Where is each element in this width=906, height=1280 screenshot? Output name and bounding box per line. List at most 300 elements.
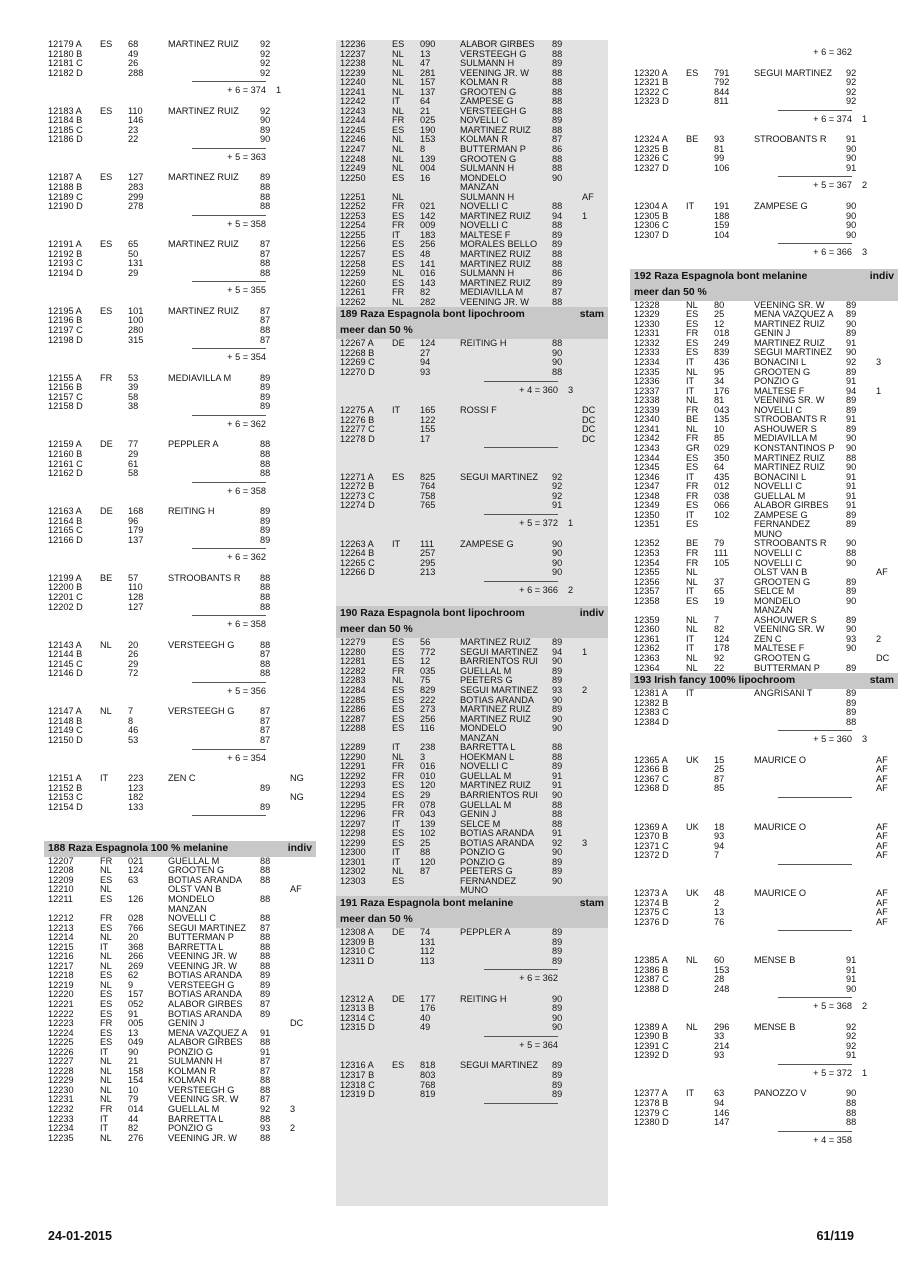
points: 90 <box>552 723 563 734</box>
breeder-name: VERSTEEGH G <box>168 1084 235 1095</box>
ring-number: 64 <box>420 96 431 107</box>
points: 94 <box>552 210 563 221</box>
result-row <box>44 507 316 517</box>
entry-number: 12262 <box>340 296 366 307</box>
result-row <box>336 1014 608 1024</box>
country-code: ES <box>686 519 699 530</box>
points: 90 <box>846 143 857 154</box>
result-row <box>336 540 608 550</box>
ring-number: 029 <box>714 442 730 453</box>
entry-number: 12362 <box>634 643 660 654</box>
country-code: ES <box>392 646 405 657</box>
points: 91 <box>552 770 563 781</box>
country-code: ES <box>686 595 699 606</box>
entry-number: 12235 <box>48 1132 74 1143</box>
ring-number: 035 <box>420 665 436 676</box>
points: 89 <box>260 401 271 412</box>
entry-number: 12342 <box>634 433 660 444</box>
ring-number: 22 <box>714 662 725 673</box>
entry-number: 12282 <box>340 665 366 676</box>
entry-number: 12277 C <box>340 424 375 435</box>
ring-number: 131 <box>128 258 144 269</box>
class-subtitle: meer dan 50 % <box>340 914 413 926</box>
ring-number: 61 <box>128 458 139 469</box>
breeder-name: REITING H <box>168 506 215 517</box>
points: 89 <box>552 936 563 947</box>
ring-number: 10 <box>128 1084 139 1095</box>
ring-number: 99 <box>714 153 725 164</box>
country-code: ES <box>392 875 405 886</box>
remark: 2 <box>876 633 882 644</box>
points: 87 <box>260 922 271 933</box>
points: 91 <box>846 955 857 966</box>
result-row <box>44 316 316 326</box>
entry-number: 12327 D <box>634 162 669 173</box>
country-code: NL <box>392 67 404 78</box>
country-code: DE <box>392 927 405 938</box>
result-row <box>44 259 316 269</box>
ring-number: 131 <box>420 936 436 947</box>
total-score: + 5 = 356 <box>227 685 266 696</box>
result-row <box>630 956 898 966</box>
entry-number: 12259 <box>340 268 366 279</box>
ring-number: 266 <box>128 951 144 962</box>
result-row <box>44 135 316 145</box>
entry-number: 12324 A <box>634 134 668 145</box>
country-code: FR <box>100 1018 113 1029</box>
breeder-name: MENSE B <box>754 955 796 966</box>
points: 91 <box>846 974 857 985</box>
points: 91 <box>846 481 857 492</box>
ring-number: 128 <box>128 591 144 602</box>
country-code: IT <box>100 941 109 952</box>
entry-number: 12311 D <box>340 955 375 966</box>
total-rule <box>778 243 852 244</box>
breeder-name: BARRETTA L <box>460 742 516 753</box>
breeder-name: PEPPLER A <box>168 439 219 450</box>
entry-number: 12365 A <box>634 754 668 765</box>
entry-number: 12254 <box>340 220 366 231</box>
country-code: NL <box>100 1065 112 1076</box>
entry-number: 12293 <box>340 780 366 791</box>
points: 88 <box>260 639 271 650</box>
points: 87 <box>260 315 271 326</box>
country-code: NL <box>100 1132 112 1143</box>
points: 92 <box>260 48 271 59</box>
points: 89 <box>260 970 271 981</box>
entry-number: 12222 <box>48 1008 74 1019</box>
entry-number: 12156 B <box>48 382 83 393</box>
remark: AF <box>876 888 888 899</box>
country-code: NL <box>686 576 698 587</box>
points: 90 <box>552 567 563 578</box>
remark: DC <box>290 1018 304 1029</box>
ring-number: 20 <box>128 932 139 943</box>
points: 89 <box>846 299 857 310</box>
country-code: NL <box>100 639 112 650</box>
points: 89 <box>552 704 563 715</box>
result-row <box>336 559 608 569</box>
entry-number: 12351 <box>634 519 660 530</box>
ring-number: 116 <box>420 723 435 734</box>
entry-number: 12226 <box>48 1046 74 1057</box>
entry-number: 12378 B <box>634 1098 669 1109</box>
country-code: ES <box>392 684 405 695</box>
country-code: DE <box>392 338 405 349</box>
points: 88 <box>260 951 271 962</box>
country-code: ES <box>392 172 405 183</box>
points: 89 <box>552 115 563 126</box>
result-row <box>44 669 316 679</box>
ring-number: 13 <box>420 48 431 59</box>
ring-number: 56 <box>420 637 431 648</box>
breeder-name: MONDELO <box>754 595 801 606</box>
ring-number: 13 <box>128 1027 139 1038</box>
points: 89 <box>260 515 271 526</box>
points: 89 <box>552 637 563 648</box>
breeder-name: MONDELO <box>460 172 507 183</box>
remark: 2 <box>290 1123 296 1134</box>
points: 88 <box>260 894 271 904</box>
entry-number: 12325 B <box>634 143 669 154</box>
points: 91 <box>846 964 857 975</box>
entry-number: 12380 D <box>634 1117 669 1128</box>
entry-number: 12301 <box>340 856 366 867</box>
ring-number: 102 <box>714 509 730 520</box>
entry-number: 12191 A <box>48 239 82 250</box>
points: 92 <box>846 86 857 97</box>
result-row <box>336 938 608 948</box>
breeder-name: MUNO <box>754 528 783 539</box>
result-row <box>630 765 898 775</box>
breeder-name: KOLMAN R <box>460 134 508 145</box>
points: 88 <box>260 458 271 469</box>
entry-number: 12349 <box>634 500 660 511</box>
breeder-name: MARTINEZ RUIZ <box>168 172 239 183</box>
ring-number: 025 <box>420 115 436 126</box>
total-score: + 6 = 358 <box>227 485 266 496</box>
result-row <box>630 699 898 709</box>
country-code: BE <box>686 538 699 549</box>
points: 87 <box>260 1065 271 1076</box>
result-row <box>44 717 316 727</box>
ring-number: 009 <box>420 220 436 231</box>
breeder-name: MARTINEZ RUIZ <box>460 210 531 221</box>
points: 88 <box>552 153 563 164</box>
total-score: + 6 = 374 <box>813 113 852 124</box>
country-code: FR <box>686 481 699 492</box>
breeder-name: OLST VAN B <box>168 884 222 895</box>
entry-number: 12335 <box>634 366 660 377</box>
country-code: NL <box>392 48 404 59</box>
group-total <box>630 107 898 126</box>
ring-number: 60 <box>714 955 725 966</box>
ring-number: 127 <box>128 601 144 612</box>
ring-number: 65 <box>714 586 725 597</box>
points: 89 <box>846 328 857 339</box>
country-code: ES <box>100 970 113 981</box>
result-row <box>44 336 316 346</box>
total-score: + 5 = 355 <box>227 285 266 296</box>
points: 87 <box>260 334 271 345</box>
breeder-name: SEGUI MARTINEZ <box>460 684 538 695</box>
group-total <box>336 511 608 530</box>
points: 88 <box>552 67 563 78</box>
points: 90 <box>552 538 563 549</box>
points: 89 <box>846 423 857 434</box>
points: 90 <box>552 847 563 858</box>
ring-number: 49 <box>128 48 139 59</box>
points: 92 <box>260 67 271 78</box>
ring-number: 147 <box>714 1117 730 1128</box>
breeder-name: SULMANN H <box>460 191 515 202</box>
country-code: IT <box>686 509 695 520</box>
country-code: ES <box>392 723 405 734</box>
breeder-name: VERSTEEGH G <box>460 105 527 116</box>
country-code: FR <box>100 913 113 924</box>
remark: AF <box>876 850 888 861</box>
points: 92 <box>552 490 563 501</box>
breeder-name: NOVELLI C <box>754 404 802 415</box>
ring-number: 016 <box>420 268 436 279</box>
remark: 3 <box>876 357 882 368</box>
total-rule <box>192 482 266 483</box>
points: 89 <box>260 979 271 990</box>
ring-number: 135 <box>714 414 730 425</box>
ring-number: 176 <box>420 1003 436 1014</box>
country-code: ES <box>100 172 113 183</box>
points: 88 <box>846 452 857 463</box>
entry-number: 12145 C <box>48 658 83 669</box>
entry-number: 12317 B <box>340 1070 375 1081</box>
breeder-name: OLST VAN B <box>754 567 808 578</box>
points: 91 <box>846 162 857 173</box>
result-row <box>44 774 316 784</box>
result-row <box>336 339 608 349</box>
entry-number: 12376 D <box>634 916 669 927</box>
ring-number: 62 <box>128 970 139 981</box>
result-row <box>44 726 316 736</box>
ring-number: 276 <box>128 1132 144 1143</box>
ring-number: 248 <box>714 983 730 994</box>
entry-number: 12223 <box>48 1018 74 1029</box>
total-rule <box>778 864 852 865</box>
country-code: IT <box>686 643 695 654</box>
breeder-name: VEENING JR. W <box>168 960 237 971</box>
entry-number: 12265 C <box>340 557 375 568</box>
ring-number: 20 <box>128 639 139 650</box>
entry-number: 12278 D <box>340 433 375 444</box>
ring-number: 120 <box>420 780 436 791</box>
points: 90 <box>846 643 857 654</box>
breeder-name: VEENING JR. W <box>460 296 529 307</box>
points: 93 <box>552 684 563 695</box>
result-row <box>336 1090 608 1100</box>
result-row <box>630 164 898 174</box>
entry-number: 12230 <box>48 1084 74 1095</box>
group-total <box>44 145 316 164</box>
country-code: DE <box>100 439 113 450</box>
breeder-name: SELCE M <box>460 818 501 829</box>
ring-number: 257 <box>420 548 436 559</box>
entry-number: 12245 <box>340 124 366 135</box>
class-title: 188 Raza Espagnola 100 % melanine <box>48 842 229 854</box>
entry-number: 12202 D <box>48 601 83 612</box>
breeder-name: STROOBANTS R <box>168 572 241 583</box>
points: 86 <box>552 144 563 155</box>
points: 87 <box>260 239 271 250</box>
ring-number: 113 <box>420 955 435 966</box>
ring-number: 82 <box>128 1123 139 1134</box>
country-code: NL <box>100 1056 112 1067</box>
breeder-name: VERSTEEGH G <box>168 979 235 990</box>
prize-rank: 3 <box>862 734 868 745</box>
ring-number: 256 <box>420 713 436 724</box>
breeder-name: GROOTEN G <box>460 153 517 164</box>
result-row <box>44 736 316 746</box>
ring-number: 87 <box>420 866 431 877</box>
ring-number: 014 <box>128 1104 144 1115</box>
results-column-3 <box>630 40 898 1156</box>
entry-number: 12148 B <box>48 715 83 726</box>
entry-number: 12339 <box>634 404 660 415</box>
breeder-name: MORALES BELLO <box>460 239 538 250</box>
entry-number: 12234 <box>48 1123 74 1134</box>
points: 87 <box>552 287 563 298</box>
class-type: indiv <box>579 608 604 620</box>
country-code: FR <box>392 809 405 820</box>
entry-number: 12297 <box>340 818 366 829</box>
breeder-name: NOVELLI C <box>754 481 802 492</box>
points: 93 <box>846 633 857 644</box>
points: 88 <box>552 96 563 107</box>
ring-number: 94 <box>714 840 725 851</box>
breeder-name: GUELLAL M <box>168 1104 220 1115</box>
entry-number: 12390 B <box>634 1031 669 1042</box>
breeder-name: GROOTEN G <box>754 366 811 377</box>
country-code: NL <box>686 662 698 673</box>
country-code: ES <box>686 67 699 78</box>
ring-number: 127 <box>128 172 144 183</box>
ring-number: 9 <box>128 979 134 990</box>
ring-number: 48 <box>714 888 725 899</box>
ring-number: 93 <box>420 366 431 377</box>
ring-number: 768 <box>420 1079 436 1090</box>
entry-number: 12290 <box>340 751 366 762</box>
country-code: ES <box>686 462 699 473</box>
total-score: + 6 = 358 <box>227 619 266 630</box>
ring-number: 18 <box>714 821 725 832</box>
entry-number: 12315 D <box>340 1022 375 1033</box>
entry-number: 12366 B <box>634 764 669 775</box>
group-total <box>630 794 898 813</box>
prize-rank: 1 <box>568 517 574 528</box>
entry-number: 12147 A <box>48 706 82 717</box>
result-row <box>44 641 316 651</box>
breeder-name: MARTINEZ RUIZ <box>168 105 239 116</box>
entry-number: 12232 <box>48 1104 74 1115</box>
spacer <box>630 1147 898 1157</box>
ring-number: 93 <box>714 831 725 842</box>
entry-number: 12291 <box>340 761 366 772</box>
entry-number: 12372 D <box>634 850 669 861</box>
class-title: 189 Raza Espagnola bont lipochroom <box>340 309 525 321</box>
ring-number: 21 <box>128 1056 139 1067</box>
country-code: FR <box>392 220 405 231</box>
ring-number: 76 <box>714 916 725 927</box>
breeder-name: MARTINEZ RUIZ <box>460 637 531 648</box>
country-code: NL <box>392 77 404 88</box>
entry-number: 12333 <box>634 347 660 358</box>
remark: AF <box>876 754 888 765</box>
points: 89 <box>846 404 857 415</box>
class-subtitle: meer dan 50 % <box>634 286 707 298</box>
points: 87 <box>260 999 271 1010</box>
points: 89 <box>846 662 857 673</box>
points: 88 <box>260 201 271 212</box>
ring-number: 049 <box>128 1037 144 1048</box>
entry-number: 12320 A <box>634 67 668 78</box>
points: 88 <box>260 668 271 679</box>
points: 88 <box>552 124 563 135</box>
ring-number: 283 <box>128 182 144 193</box>
entry-number: 12328 <box>634 299 660 310</box>
country-code: ES <box>100 105 113 116</box>
points: 90 <box>552 347 563 358</box>
entry-number: 12276 B <box>340 414 375 425</box>
country-code: IT <box>392 538 401 549</box>
breeder-name: SELCE M <box>754 586 795 597</box>
entry-number: 12360 <box>634 624 660 635</box>
total-score: + 6 = 366 <box>813 247 852 258</box>
points: 88 <box>552 105 563 116</box>
entry-number: 12250 <box>340 172 366 183</box>
country-code: NL <box>100 960 112 971</box>
ring-number: 33 <box>714 1031 725 1042</box>
ring-number: 139 <box>420 153 436 164</box>
country-code: ES <box>392 656 405 667</box>
total-score: + 5 = 354 <box>227 352 266 363</box>
entry-number: 12281 <box>340 656 366 667</box>
entry-number: 12384 D <box>634 716 669 727</box>
country-code: ES <box>100 305 113 316</box>
entry-number: 12348 <box>634 490 660 501</box>
ring-number: 213 <box>420 567 436 578</box>
ring-number: 004 <box>420 163 436 174</box>
entry-number: 12240 <box>340 77 366 88</box>
breeder-name: BUTTERMAN P <box>754 662 820 673</box>
result-row <box>336 501 608 511</box>
result-row <box>44 583 316 593</box>
spacer <box>630 259 898 269</box>
entry-number: 12373 A <box>634 888 668 899</box>
entry-number: 12285 <box>340 694 366 705</box>
total-rule <box>484 581 558 582</box>
points: 88 <box>260 960 271 971</box>
ring-number: 7 <box>128 706 134 717</box>
ring-number: 280 <box>128 325 144 336</box>
group-total <box>44 412 316 431</box>
country-code: FR <box>392 115 405 126</box>
breeder-name: ROSSI F <box>460 405 497 416</box>
points: 92 <box>846 1040 857 1051</box>
remark: NG <box>290 792 304 803</box>
entry-number: 12200 B <box>48 582 83 593</box>
entry-number: 12188 B <box>48 182 83 193</box>
points: 92 <box>846 77 857 88</box>
points: 89 <box>846 519 857 530</box>
entry-number: 12247 <box>340 144 366 155</box>
